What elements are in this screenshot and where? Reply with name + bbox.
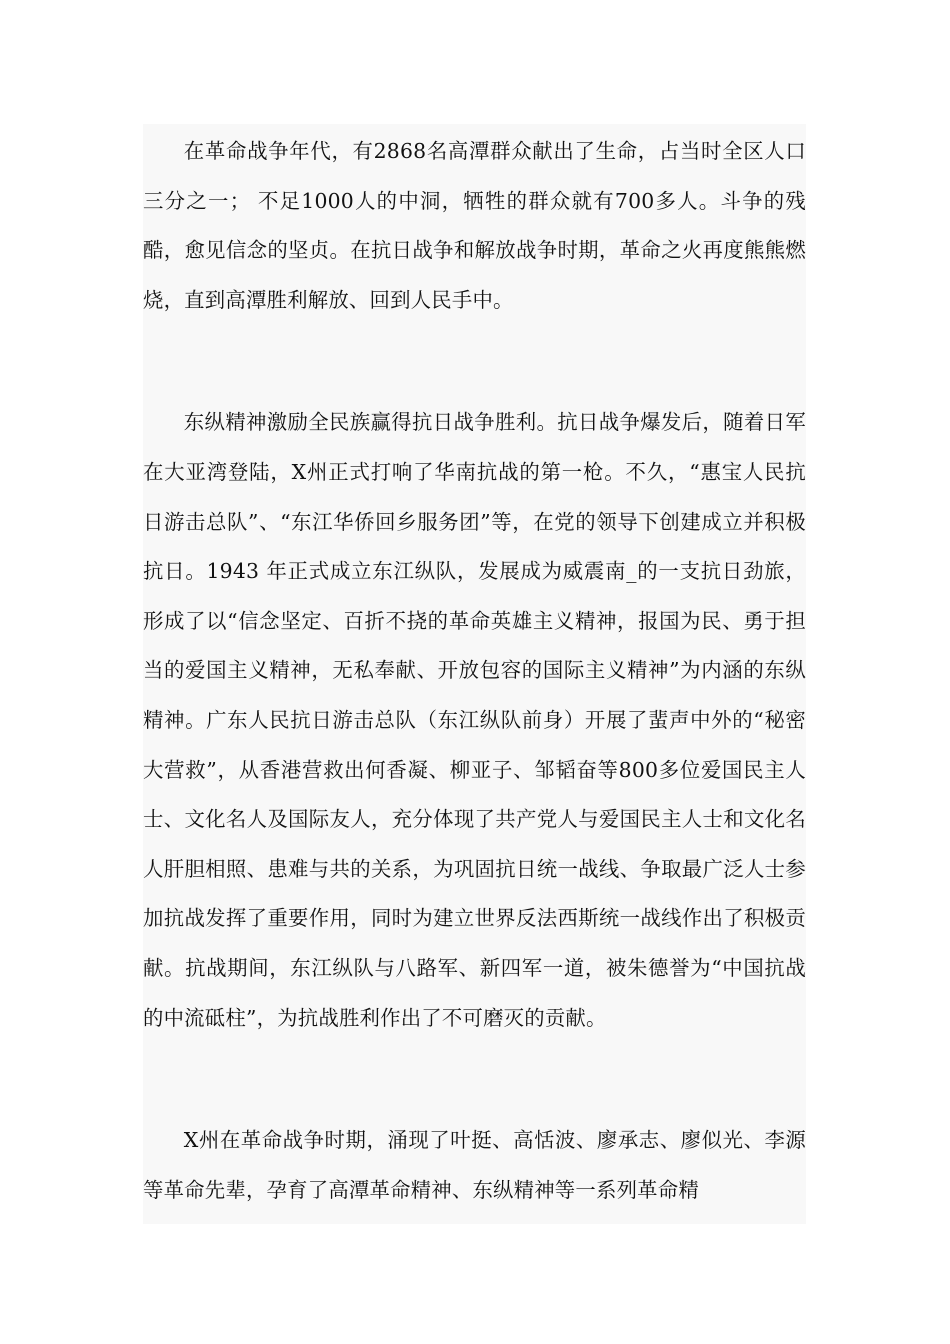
paragraph-2: 东纵精神激励全民族赢得抗日战争胜利。抗日战争爆发后，随着日军在大亚湾登陆，X州正式打响了华南抗战的第一枪。不久，“惠宝人民抗日游击总队”、“东江华侨回乡服务团”等，在党的领导下创建成立并积极抗日。1943 年正式成立东江纵队，发展成为威震南_的一支抗日劲旅，形成了以“信念坚定、百折不挠的革命英雄主义精神，报国为民、勇于担当的爱国主义精神，无私奉献、开放包容的国际主义精神”为内涵的东纵精神。广东人民抗日游击总队（东江纵队前身）开展了蜚声中外的“秘密大营救”，从香港营救出何香凝、柳亚子、邹韬奋等800多位爱国民主人士、文化名人及国际友人，充分体现了共产党人与爱国民主人士和文化名人肝胆相照、患难与共的关系，为巩固抗日统一战线、争取最广泛人士参加抗战发挥了重要作用，同时为建立世界反法西斯统一战线作出了积极贡献。抗战期间，东江纵队与八路军、新四军一道，被朱德誉为“中国抗战的中流砥柱”，为抗战胜利作出了不可磨灭的贡献。 [143,410,806,1030]
paragraph-3: X州在革命战争时期，涌现了叶挺、高恬波、廖承志、廖似光、李源等革命先辈，孕育了高潭革命精神、东纵精神等一系列革命精 [143,1128,806,1202]
paragraph-1: 在革命战争年代，有2868名高潭群众献出了生命，占当时全区人口三分之一； 不足1000人的中洞，牺牲的群众就有700多人。斗争的残酷，愈见信念的坚贞。在抗日战争和解放战争时期，革命之火再度熊熊燃烧，直到高潭胜利解放、回到人民手中。 [143,139,806,312]
document-page [143,124,806,1224]
